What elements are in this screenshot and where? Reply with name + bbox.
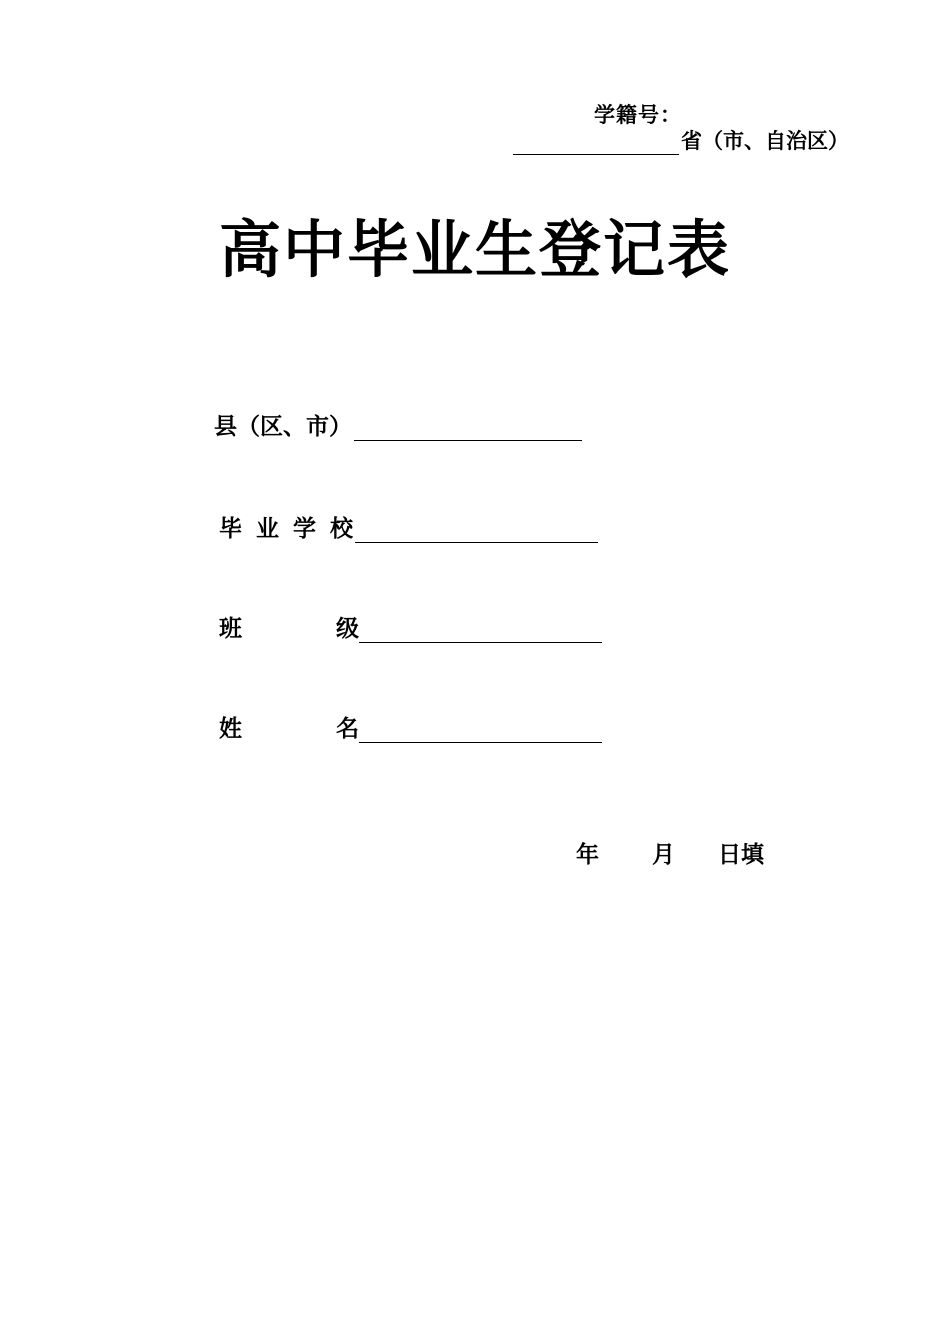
school-blank-line[interactable]: [355, 516, 598, 543]
student-id-label: 学籍号：: [594, 103, 682, 127]
province-suffix-label: 省（市、自治区）: [681, 129, 849, 153]
class-blank-line[interactable]: [359, 616, 602, 643]
document-title: 高中毕业生登记表: [218, 213, 731, 286]
date-day-fill-label: 日填: [718, 842, 764, 868]
county-blank-line[interactable]: [354, 414, 582, 441]
province-row: [513, 125, 849, 155]
name-field: [219, 710, 602, 743]
school-field: [219, 510, 598, 543]
fill-date: [576, 836, 764, 869]
county-label: 县（区、市）: [214, 414, 352, 440]
name-blank-line[interactable]: [359, 716, 602, 743]
class-label-char-1: 班: [219, 616, 242, 642]
date-year-label: 年: [576, 842, 599, 868]
name-label-char-2: 名: [336, 716, 359, 742]
class-label-char-2: 级: [336, 616, 359, 642]
name-label: [219, 710, 359, 743]
province-blank-line[interactable]: [513, 132, 679, 155]
date-month-label: 月: [652, 842, 675, 868]
class-field: [219, 610, 602, 643]
school-label: 毕业学校: [219, 516, 367, 542]
name-label-char-1: 姓: [219, 716, 242, 742]
class-label: [219, 610, 359, 643]
county-field: [214, 408, 582, 441]
